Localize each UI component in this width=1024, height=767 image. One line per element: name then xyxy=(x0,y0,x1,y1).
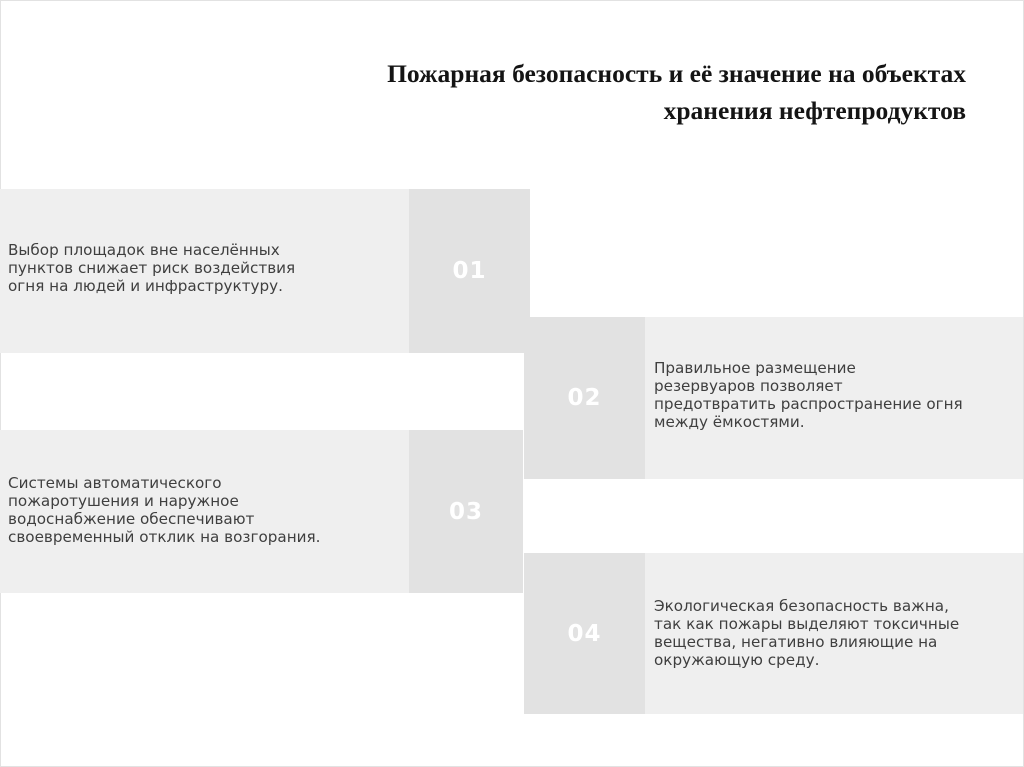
slide-title xyxy=(206,55,966,129)
card-01-number: 01 xyxy=(452,258,487,284)
card-04-number: 04 xyxy=(567,620,602,647)
card-04-line-4: окружающую среду. xyxy=(654,651,820,669)
card-04-text-panel xyxy=(645,553,1023,714)
card-02-number: 02 xyxy=(567,385,602,411)
card-02-number-panel xyxy=(524,317,645,479)
card-02-text-panel xyxy=(645,317,1023,479)
card-03-text-panel xyxy=(0,430,409,593)
card-03-line-3: водоснабжение обеспечивают xyxy=(8,510,255,528)
card-03-line-4: своевременный отклик на возгорания. xyxy=(8,528,321,546)
card-02-line-4: между ёмкостями. xyxy=(654,413,805,431)
card-01-line-2: пунктов снижает риск воздействия xyxy=(8,259,296,277)
card-02-text xyxy=(654,359,963,431)
card-04-line-1: Экологическая безопасность важна, xyxy=(654,597,949,615)
card-02-line-3: предотвратить распространение огня xyxy=(654,395,963,413)
card-01-line-3: огня на людей и инфраструктуру. xyxy=(8,277,283,295)
card-01-text xyxy=(8,241,295,295)
card-03-line-2: пожаротушения и наружное xyxy=(8,492,239,510)
card-03-number: 03 xyxy=(448,498,483,525)
card-04-line-2: так как пожары выделяют токсичные xyxy=(654,615,960,633)
title-line-2: хранения нефтепродуктов xyxy=(663,96,966,125)
card-01-number-panel xyxy=(409,189,530,353)
card-02-line-2: резервуаров позволяет xyxy=(654,377,843,395)
card-01-line-1: Выбор площадок вне населённых xyxy=(8,241,280,259)
card-02-line-1: Правильное размещение xyxy=(654,359,856,377)
card-04-line-3: вещества, негативно влияющие на xyxy=(654,633,938,651)
card-03-number-panel xyxy=(409,430,523,593)
card-01-text-panel xyxy=(0,189,409,353)
title-line-1: Пожарная безопасность и её значение на объектах xyxy=(387,59,966,88)
card-03-line-1: Системы автоматического xyxy=(8,474,222,492)
card-04-number-panel xyxy=(524,553,645,714)
card-03-text xyxy=(8,474,320,546)
card-04-text xyxy=(654,597,959,669)
